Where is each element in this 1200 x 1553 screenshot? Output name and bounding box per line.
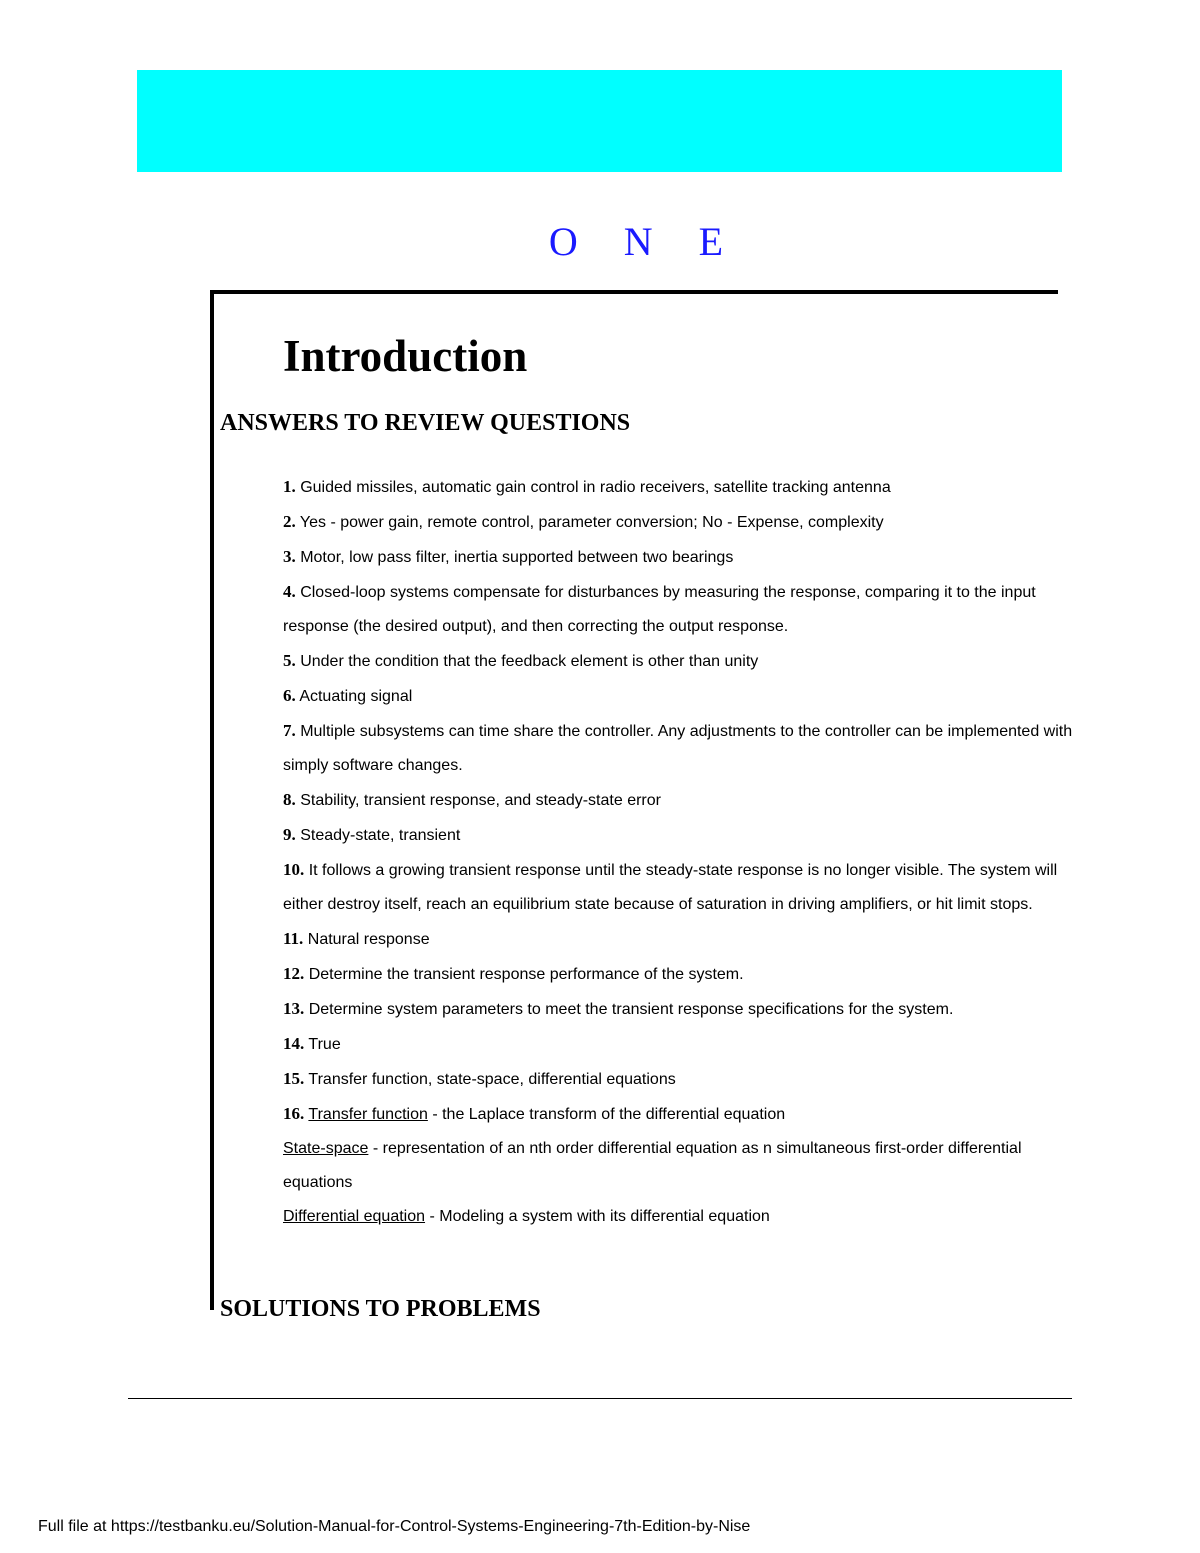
answer-item: 3. Motor, low pass filter, inertia supported between two bearings [283, 547, 734, 566]
answer-item: 1. Guided missiles, automatic gain control in radio receivers, satellite tracking antenna [283, 477, 891, 496]
answers-heading: ANSWERS TO REVIEW QUESTIONS [220, 410, 631, 436]
chapter-title: Introduction [283, 331, 528, 381]
answer-item: 12. Determine the transient response performance of the system. [283, 964, 744, 983]
answer-item: 11. Natural response [283, 929, 430, 948]
answer-item: 14. True [283, 1034, 341, 1053]
answer-item: 8. Stability, transient response, and steady-state error [283, 790, 661, 809]
answer-item: 5. Under the condition that the feedback element is other than unity [283, 651, 759, 670]
frame-left-border [210, 290, 214, 1310]
frame-top-border [210, 290, 1058, 294]
answer-item: 15. Transfer function, state-space, differential equations [283, 1069, 676, 1088]
answer-item: 13. Determine system parameters to meet the transient response specifications for the system. [283, 999, 954, 1018]
chapter-number: O N E [548, 219, 742, 264]
term-state-space: State-space [283, 1140, 369, 1157]
answer-item: Differential equation - Modeling a system with its differential equation [283, 1208, 770, 1225]
footer-divider [128, 1398, 1072, 1399]
solutions-heading: SOLUTIONS TO PROBLEMS [220, 1296, 541, 1322]
answer-item: State-space - representation of an nth order differential equation as n simultaneous first-order differential equations [283, 1140, 1022, 1191]
answer-item: 2. Yes - power gain, remote control, parameter conversion; No - Expense, complexity [283, 512, 884, 531]
answer-item: 7. Multiple subsystems can time share the controller. Any adjustments to the controller can be implemented with simply software changes. [283, 721, 1073, 774]
answer-item: 4. Closed-loop systems compensate for disturbances by measuring the response, comparing it to the input response (the desired output), and then correcting the output response. [283, 582, 1036, 635]
answers-list [283, 470, 1073, 1234]
answer-item: 16. Transfer function - the Laplace transform of the differential equation [283, 1104, 786, 1123]
term-transfer-function: Transfer function [308, 1106, 428, 1123]
term-differential-equation: Differential equation [283, 1208, 426, 1225]
chapter-banner [137, 70, 1062, 172]
answer-item: 10. It follows a growing transient response until the steady-state response is no longer visible. The system will either destroy itself, reach an equilibrium state because of saturation in driving amplifiers, or hit limit stops. [283, 860, 1058, 913]
footer-text: Full file at https://testbanku.eu/Solution-Manual-for-Control-Systems-Engineering-7th-Edition-by-Nise [38, 1518, 751, 1535]
answer-item: 6. Actuating signal [283, 686, 413, 705]
answer-item: 9. Steady-state, transient [283, 825, 461, 844]
